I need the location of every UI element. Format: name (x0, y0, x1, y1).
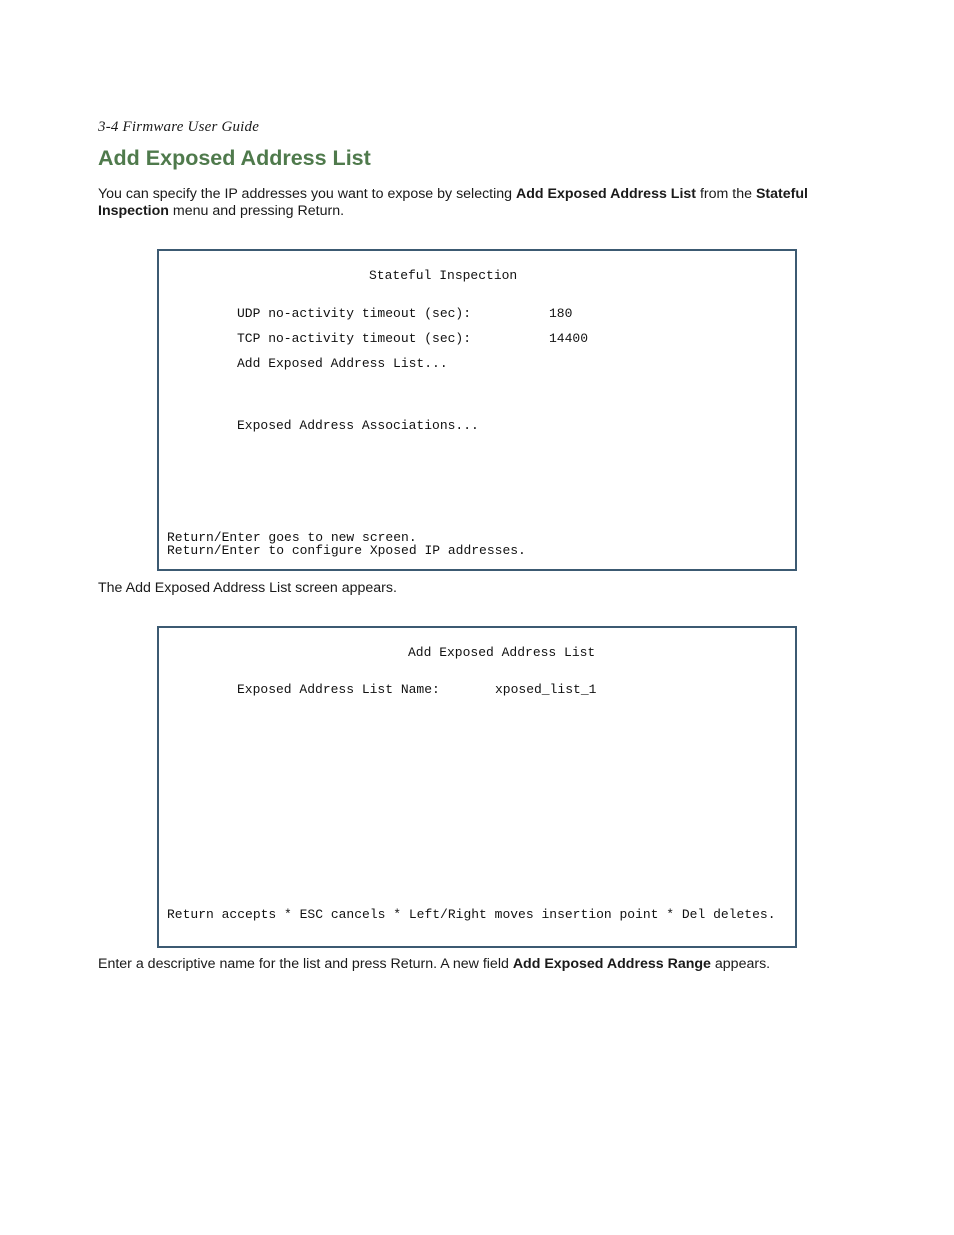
tcp-timeout-field[interactable]: 14400 (549, 331, 589, 346)
outro-text-2: appears. (710, 956, 771, 972)
status-line: Return/Enter goes to new screen. (167, 530, 417, 545)
between-paragraph: The Add Exposed Address List screen appears. (98, 580, 397, 596)
tcp-timeout-label: TCP no-activity timeout (sec): (237, 331, 472, 346)
running-head: 3-4 Firmware User Guide (98, 119, 260, 135)
add-exposed-address-list-item[interactable]: Add Exposed Address List... (237, 356, 448, 371)
status-line: Return/Enter to configure Xposed IP addresses. (167, 543, 526, 558)
screen-title: Stateful Inspection (369, 268, 518, 283)
udp-timeout-label: UDP no-activity timeout (sec): (237, 306, 472, 321)
add-exposed-address-list-screen (157, 626, 797, 948)
section-title: Add Exposed Address List (98, 146, 371, 170)
list-name-field[interactable]: xposed_list_1 (495, 682, 597, 697)
outro-paragraph (98, 956, 858, 973)
intro-text-2: from the (696, 186, 756, 202)
outro-bold-add-range: Add Exposed Address Range (512, 956, 711, 972)
outro-text-1: Enter a descriptive name for the list and press Return. A new field (98, 956, 513, 972)
intro-text-3: menu and pressing Return. (168, 203, 345, 219)
intro-paragraph (98, 186, 858, 220)
intro-bold-add-list: Add Exposed Address List (516, 186, 697, 202)
stateful-inspection-screen (157, 249, 797, 571)
exposed-address-associations-item[interactable]: Exposed Address Associations... (237, 418, 479, 433)
udp-timeout-field[interactable]: 180 (549, 306, 573, 321)
intro-text-1: You can specify the IP addresses you want to expose by selecting (98, 186, 517, 202)
status-line: Return accepts * ESC cancels * Left/Right moves insertion point * Del deletes. (167, 907, 776, 922)
screen-title: Add Exposed Address List (408, 645, 596, 660)
intro-bold-stateful: Stateful Inspection (98, 186, 808, 219)
list-name-label: Exposed Address List Name: (237, 682, 440, 697)
